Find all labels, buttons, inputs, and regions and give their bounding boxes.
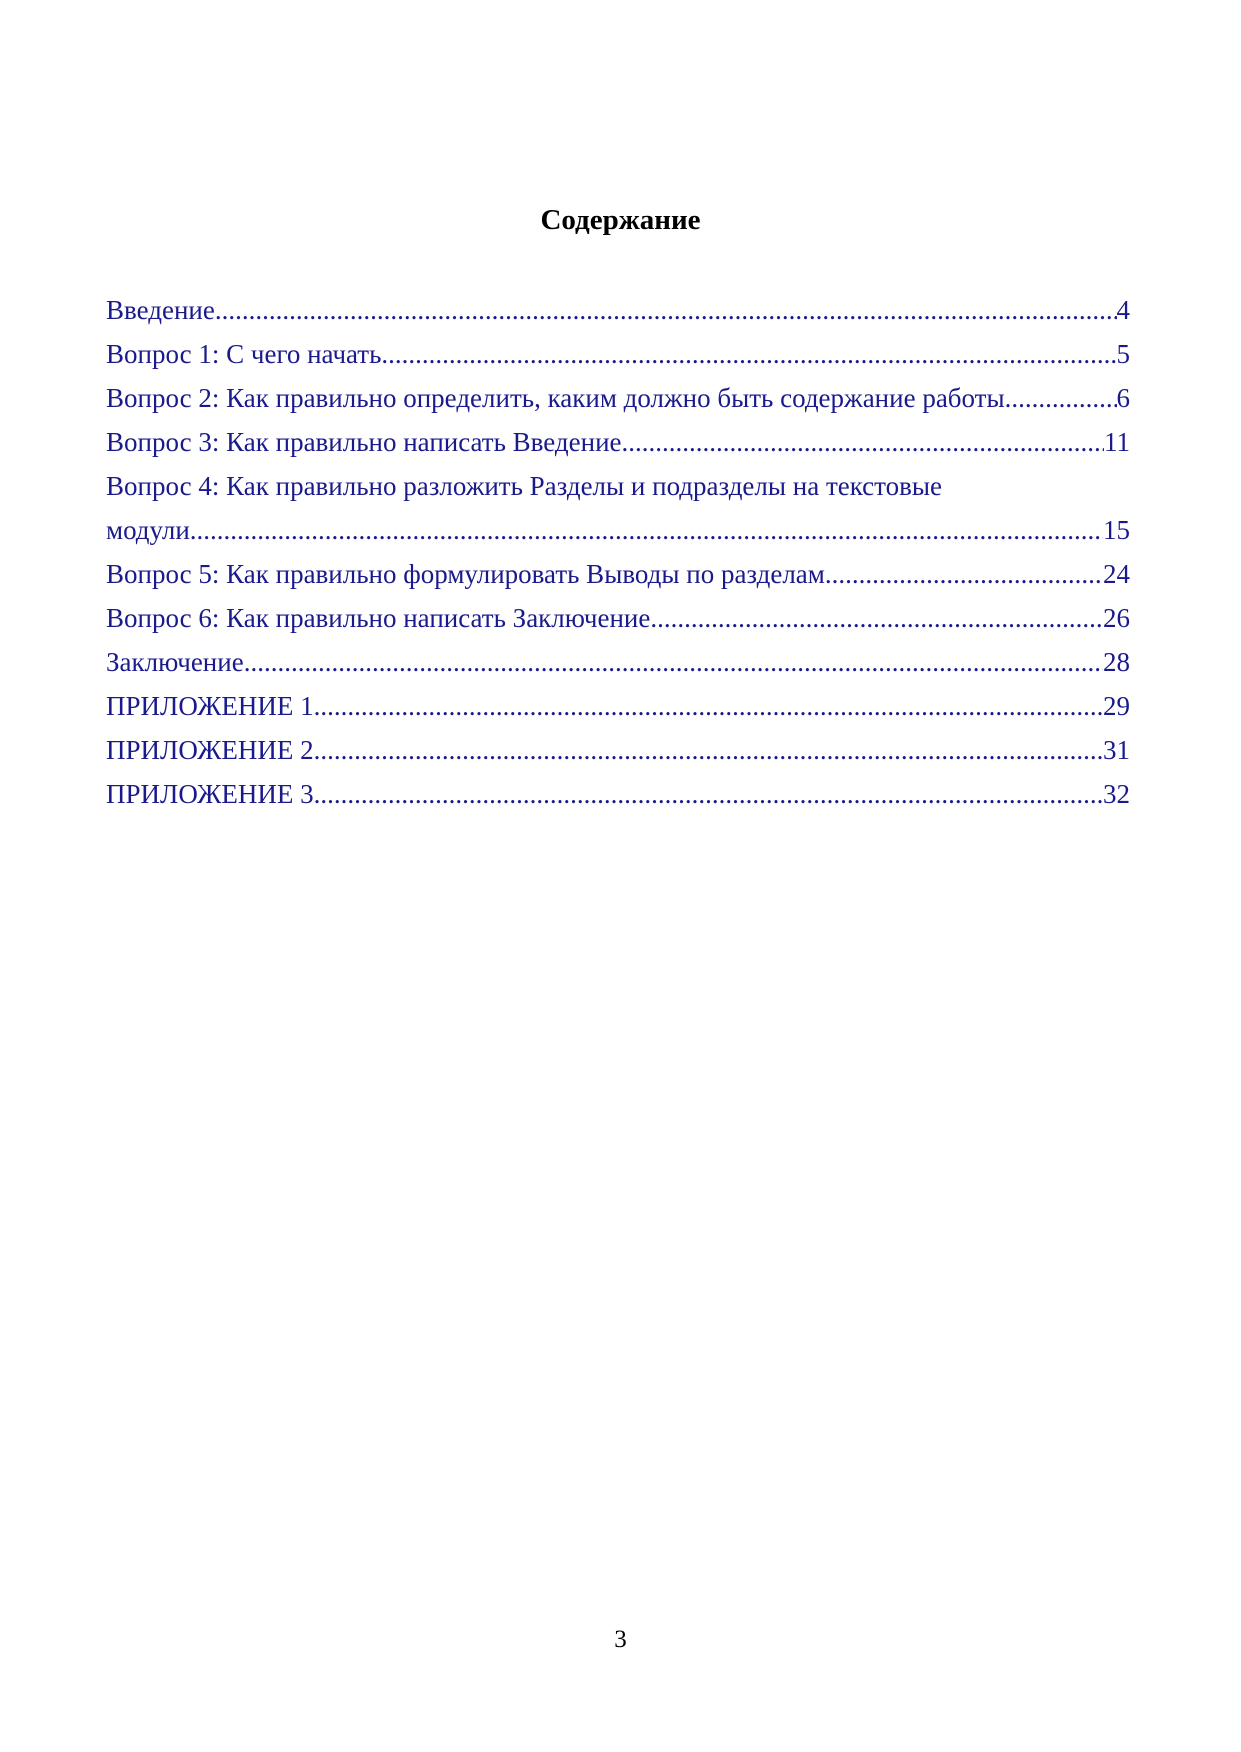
toc-page-number: 11 (1104, 427, 1130, 457)
toc-entry-label-line-2: модули (106, 515, 190, 545)
toc-entry-label: Вопрос 6: Как правильно написать Заключение (106, 603, 651, 633)
toc-dot-leader (825, 552, 1103, 596)
toc-dot-leader (314, 684, 1103, 728)
toc-entry-conclusion[interactable] (106, 640, 1130, 684)
toc-entry-label: Вопрос 3: Как правильно написать Введение (106, 427, 622, 457)
toc-entry-question-6[interactable] (106, 596, 1130, 640)
toc-entry-question-2[interactable] (106, 376, 1130, 420)
toc-page-number: 15 (1103, 515, 1130, 545)
toc-entry-label: Вопрос 1: С чего начать (106, 339, 382, 369)
toc-dot-leader (244, 640, 1103, 684)
toc-page-number: 29 (1103, 691, 1130, 721)
table-of-contents (106, 288, 1130, 816)
toc-dot-leader (650, 596, 1103, 640)
toc-dot-leader (381, 332, 1116, 376)
toc-entry-question-4[interactable] (106, 464, 1130, 552)
toc-page-number: 28 (1103, 647, 1130, 677)
toc-entry-appendix-2[interactable] (106, 728, 1130, 772)
toc-entry-label: Вопрос 5: Как правильно формулировать Выводы по разделам (106, 559, 825, 589)
toc-dot-leader (1005, 376, 1117, 420)
toc-entry-label: Заключение (106, 647, 244, 677)
toc-entry-label: Введение (106, 295, 215, 325)
page-number: 3 (614, 1626, 627, 1653)
toc-dot-leader (215, 288, 1117, 332)
toc-page-number: 32 (1103, 779, 1130, 809)
toc-page-number: 31 (1103, 735, 1130, 765)
toc-entry-question-5[interactable] (106, 552, 1130, 596)
toc-page-number: 4 (1116, 295, 1130, 325)
toc-entry-introduction[interactable] (106, 288, 1130, 332)
toc-entry-label: ПРИЛОЖЕНИЕ 2 (106, 735, 314, 765)
toc-page-number: 5 (1116, 339, 1130, 369)
toc-page-number: 26 (1103, 603, 1130, 633)
toc-entry-appendix-1[interactable] (106, 684, 1130, 728)
toc-entry-label: ПРИЛОЖЕНИЕ 1 (106, 691, 314, 721)
toc-dot-leader (190, 508, 1103, 552)
toc-page-number: 6 (1116, 383, 1130, 413)
toc-entry-question-3[interactable] (106, 420, 1130, 464)
toc-dot-leader (314, 772, 1103, 816)
toc-page-number: 24 (1103, 559, 1130, 589)
toc-entry-question-1[interactable] (106, 332, 1130, 376)
toc-entry-label: Вопрос 2: Как правильно определить, каким должно быть содержание работы (106, 383, 1005, 413)
toc-dot-leader (622, 420, 1104, 464)
toc-dot-leader (314, 728, 1103, 772)
page-title: Содержание (540, 204, 701, 236)
toc-entry-appendix-3[interactable] (106, 772, 1130, 816)
toc-entry-label-line-1: Вопрос 4: Как правильно разложить Разделы и подразделы на текстовые (106, 471, 942, 501)
toc-entry-label: ПРИЛОЖЕНИЕ 3 (106, 779, 314, 809)
